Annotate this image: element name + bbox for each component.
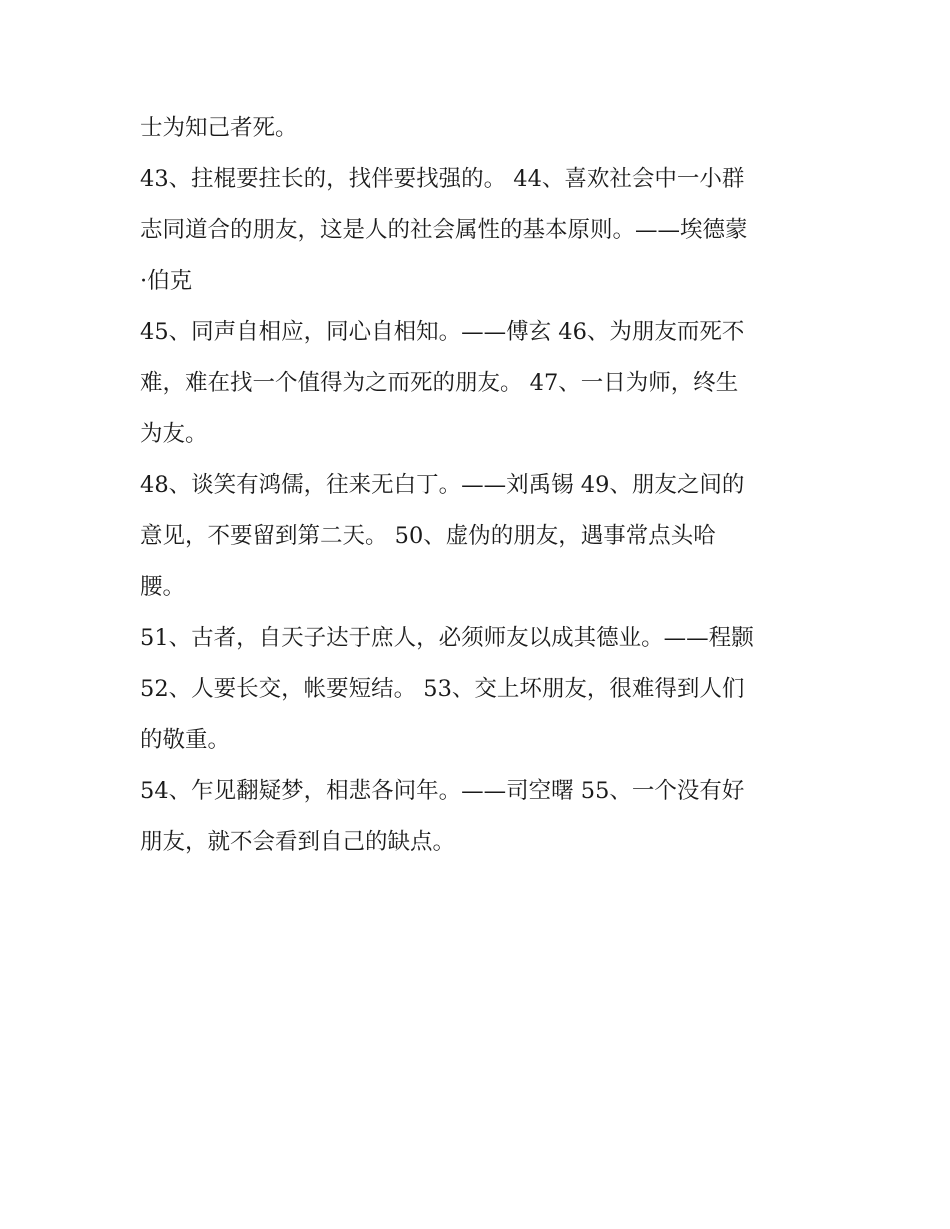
document-body (140, 103, 820, 868)
text-line: 士为知己者死。 (140, 115, 298, 141)
text-line: 43、拄棍要拄长的，找伴要找强的。 44、喜欢社会中一小群 (140, 166, 745, 192)
text-line: 难，难在找一个值得为之而死的朋友。 47、一日为师，终生 (140, 370, 739, 396)
text-line: 的敬重。 (140, 727, 231, 753)
text-line: 为友。 (140, 421, 208, 447)
text-line: 朋友，就不会看到自己的缺点。 (140, 829, 456, 855)
text-line: ·伯克 (140, 268, 193, 294)
text-line: 意见，不要留到第二天。 50、虚伪的朋友，遇事常点头哈 (140, 523, 716, 549)
text-line: 51、古者，自天子达于庶人，必须师友以成其德业。——程颢 (140, 625, 754, 651)
text-line: 志同道合的朋友，这是人的社会属性的基本原则。——埃德蒙 (140, 217, 748, 243)
text-line: 52、人要长交，帐要短结。 53、交上坏朋友，很难得到人们 (140, 676, 745, 702)
text-line: 54、乍见翻疑梦，相悲各问年。——司空曙 55、一个没有好 (140, 778, 745, 804)
text-line: 45、同声自相应，同心自相知。——傅玄 46、为朋友而死不 (140, 319, 745, 345)
text-line: 48、谈笑有鸿儒，往来无白丁。——刘禹锡 49、朋友之间的 (140, 472, 745, 498)
text-line: 腰。 (140, 574, 186, 600)
